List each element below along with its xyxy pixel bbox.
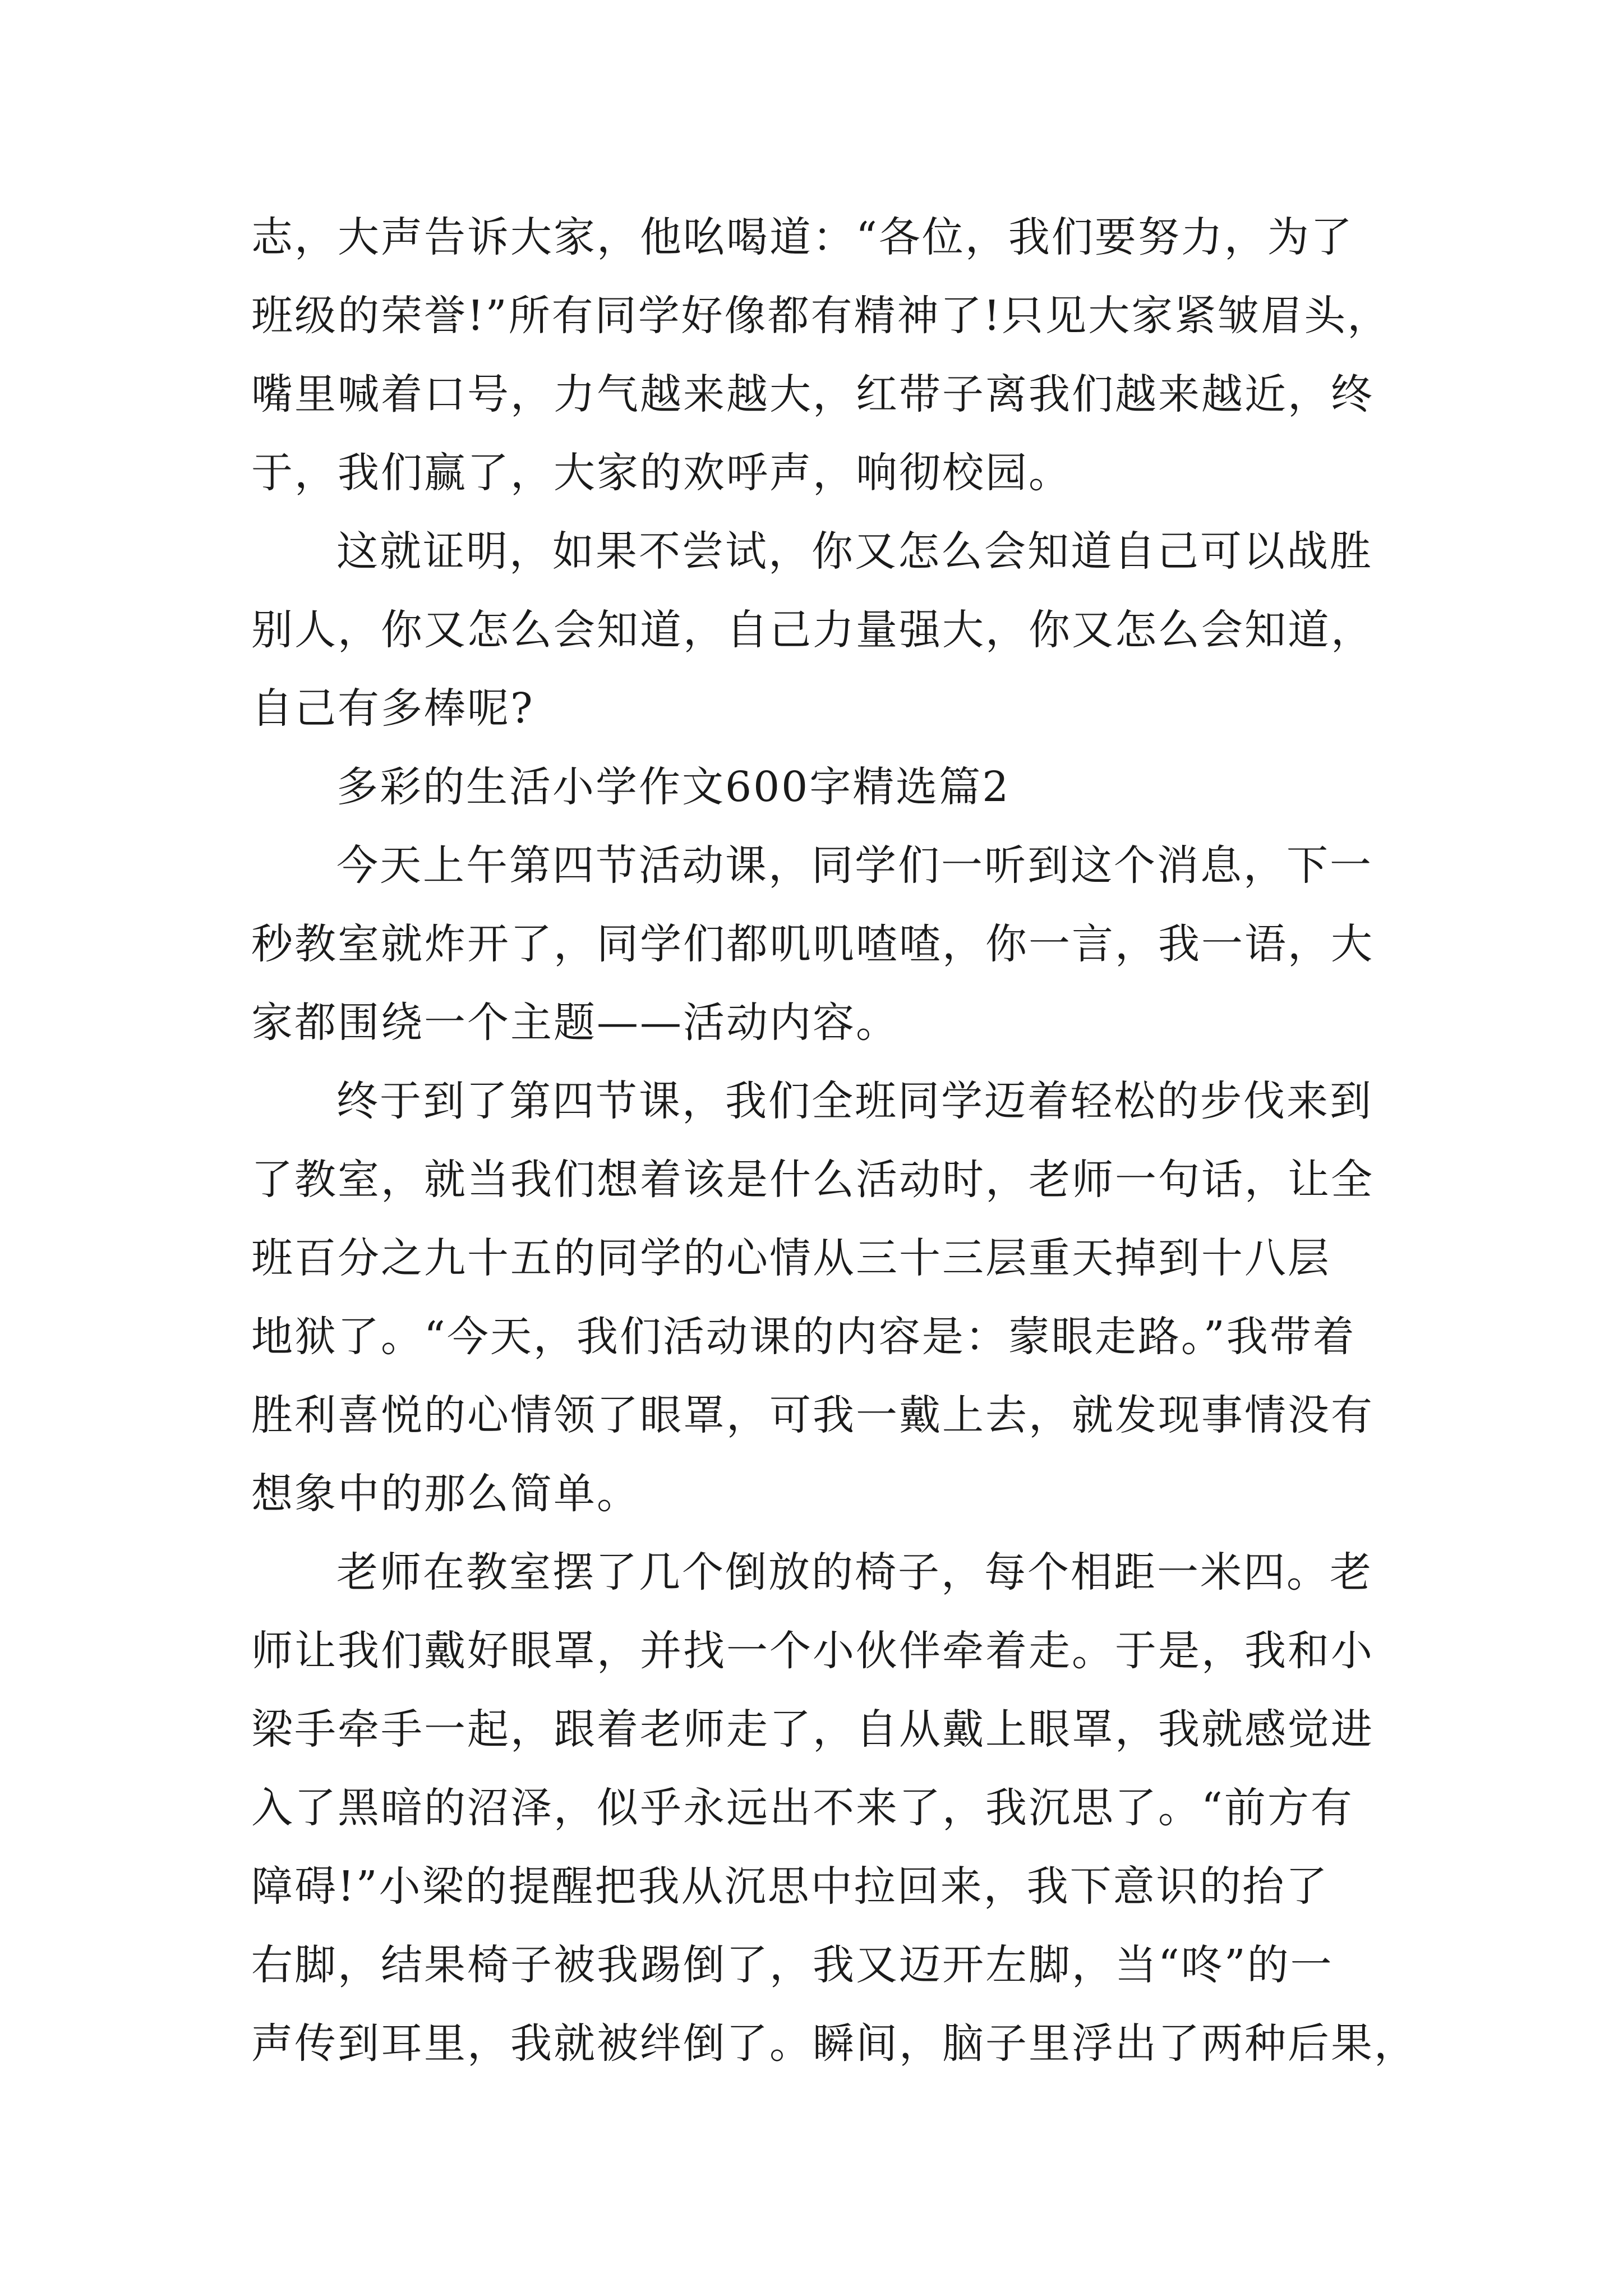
text-line: 了教室，就当我们想着该是什么活动时，老师一句话，让全 [251, 1156, 1374, 1204]
paragraph-first-line: 这就证明，如果不尝试，你又怎么会知道自己可以战胜 [336, 527, 1373, 576]
section-heading: 多彩的生活小学作文600字精选篇2 [336, 763, 1011, 811]
text-line: 地狱了。“今天，我们活动课的内容是：蒙眼走路。”我带着 [251, 1313, 1356, 1361]
paragraph-first-line: 今天上午第四节活动课，同学们一听到这个消息，下一 [336, 841, 1373, 890]
text-line: 障碍!”小梁的提醒把我从沉思中拉回来，我下意识的抬了 [251, 1862, 1329, 1911]
text-line: 于，我们赢了，大家的欢呼声，响彻校园。 [251, 449, 1072, 497]
text-line: 秒教室就炸开了，同学们都叽叽喳喳，你一言，我一语，大 [251, 920, 1374, 968]
text-line: 入了黑暗的沼泽，似乎永远出不来了，我沉思了。“前方有 [251, 1784, 1354, 1832]
text-line: 嘴里喊着口号，力气越来越大，红带子离我们越来越近，终 [251, 370, 1374, 418]
text-line: 班百分之九十五的同学的心情从三十三层重天掉到十八层 [251, 1234, 1331, 1282]
text-line: 自己有多棒呢? [251, 684, 534, 733]
paragraph-first-line: 老师在教室摆了几个倒放的椅子，每个相距一米四。老 [336, 1548, 1373, 1596]
text-line: 别人，你又怎么会知道，自己力量强大，你又怎么会知道， [251, 606, 1374, 654]
text-line: 想象中的那么简单。 [251, 1470, 640, 1518]
text-line: 胜利喜悦的心情领了眼罩，可我一戴上去，就发现事情没有 [251, 1391, 1374, 1439]
text-line: 师让我们戴好眼罩，并找一个小伙伴牵着走。于是，我和小 [251, 1627, 1374, 1675]
text-line: 声传到耳里，我就被绊倒了。瞬间，脑子里浮出了两种后果， [251, 2019, 1417, 2068]
text-line: 志，大声告诉大家，他吆喝道：“各位，我们要努力，为了 [251, 213, 1354, 261]
text-line: 班级的荣誉!”所有同学好像都有精神了!只见大家紧皱眉头， [251, 292, 1391, 340]
text-line: 梁手牵手一起，跟着老师走了，自从戴上眼罩，我就感觉进 [251, 1705, 1374, 1754]
text-line: 右脚，结果椅子被我踢倒了，我又迈开左脚，当“咚”的一 [251, 1941, 1334, 1989]
text-line: 家都围绕一个主题——活动内容。 [251, 999, 899, 1047]
paragraph-first-line: 终于到了第四节课，我们全班同学迈着轻松的步伐来到 [336, 1077, 1373, 1125]
